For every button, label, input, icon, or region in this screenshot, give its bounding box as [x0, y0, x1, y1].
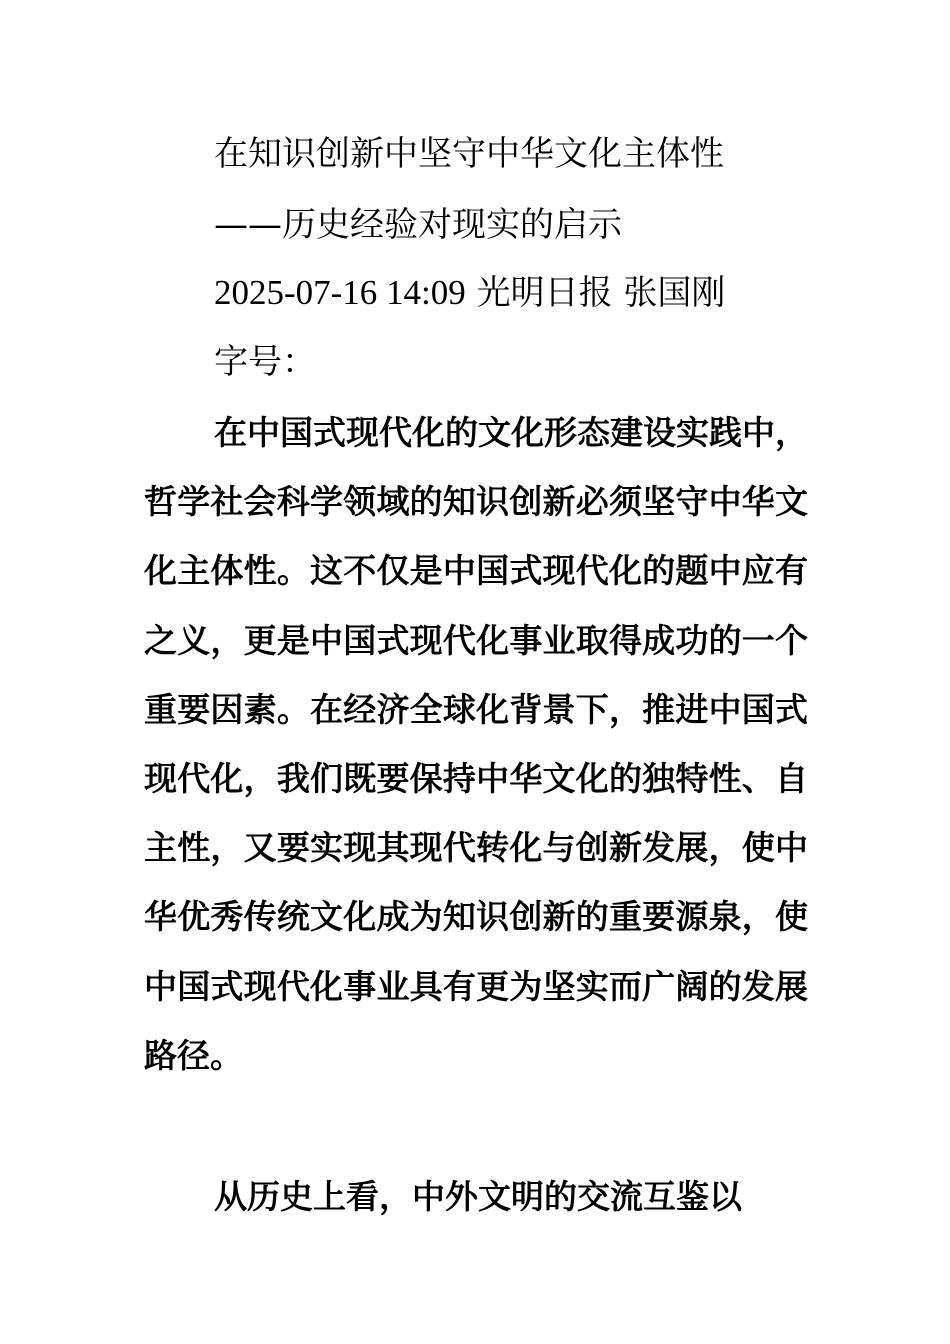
article-meta	[214, 273, 725, 313]
font-size-label: 字号：	[214, 342, 316, 382]
body-paragraph-2: 从历史上看，中外文明的交流互鉴以	[214, 1177, 742, 1216]
body-paragraph-1: 在中国式现代化的文化形态建设实践中，哲学社会科学领域的知识创新必须坚守中华文化主体性。这不仅是中国式现代化的题中应有之义，更是中国式现代化事业取得成功的一个重要因素。在经济全球化背景下，推进中国式现代化，我们既要保持中华文化的独特性、自主性，又要实现其现代转化与创新发展，使中华优秀传统文化成为知识创新的重要源泉，使中国式现代化事业具有更为坚实而广阔的发展路径。	[144, 413, 808, 1075]
source-name: 光明日报	[476, 273, 613, 313]
publish-datetime: 2025-07-16 14:09	[214, 273, 466, 312]
author-name: 张国刚	[623, 273, 726, 313]
article-subtitle: ——历史经验对现实的启示	[214, 205, 622, 245]
article-title: 在知识创新中坚守中华文化主体性	[214, 134, 724, 174]
